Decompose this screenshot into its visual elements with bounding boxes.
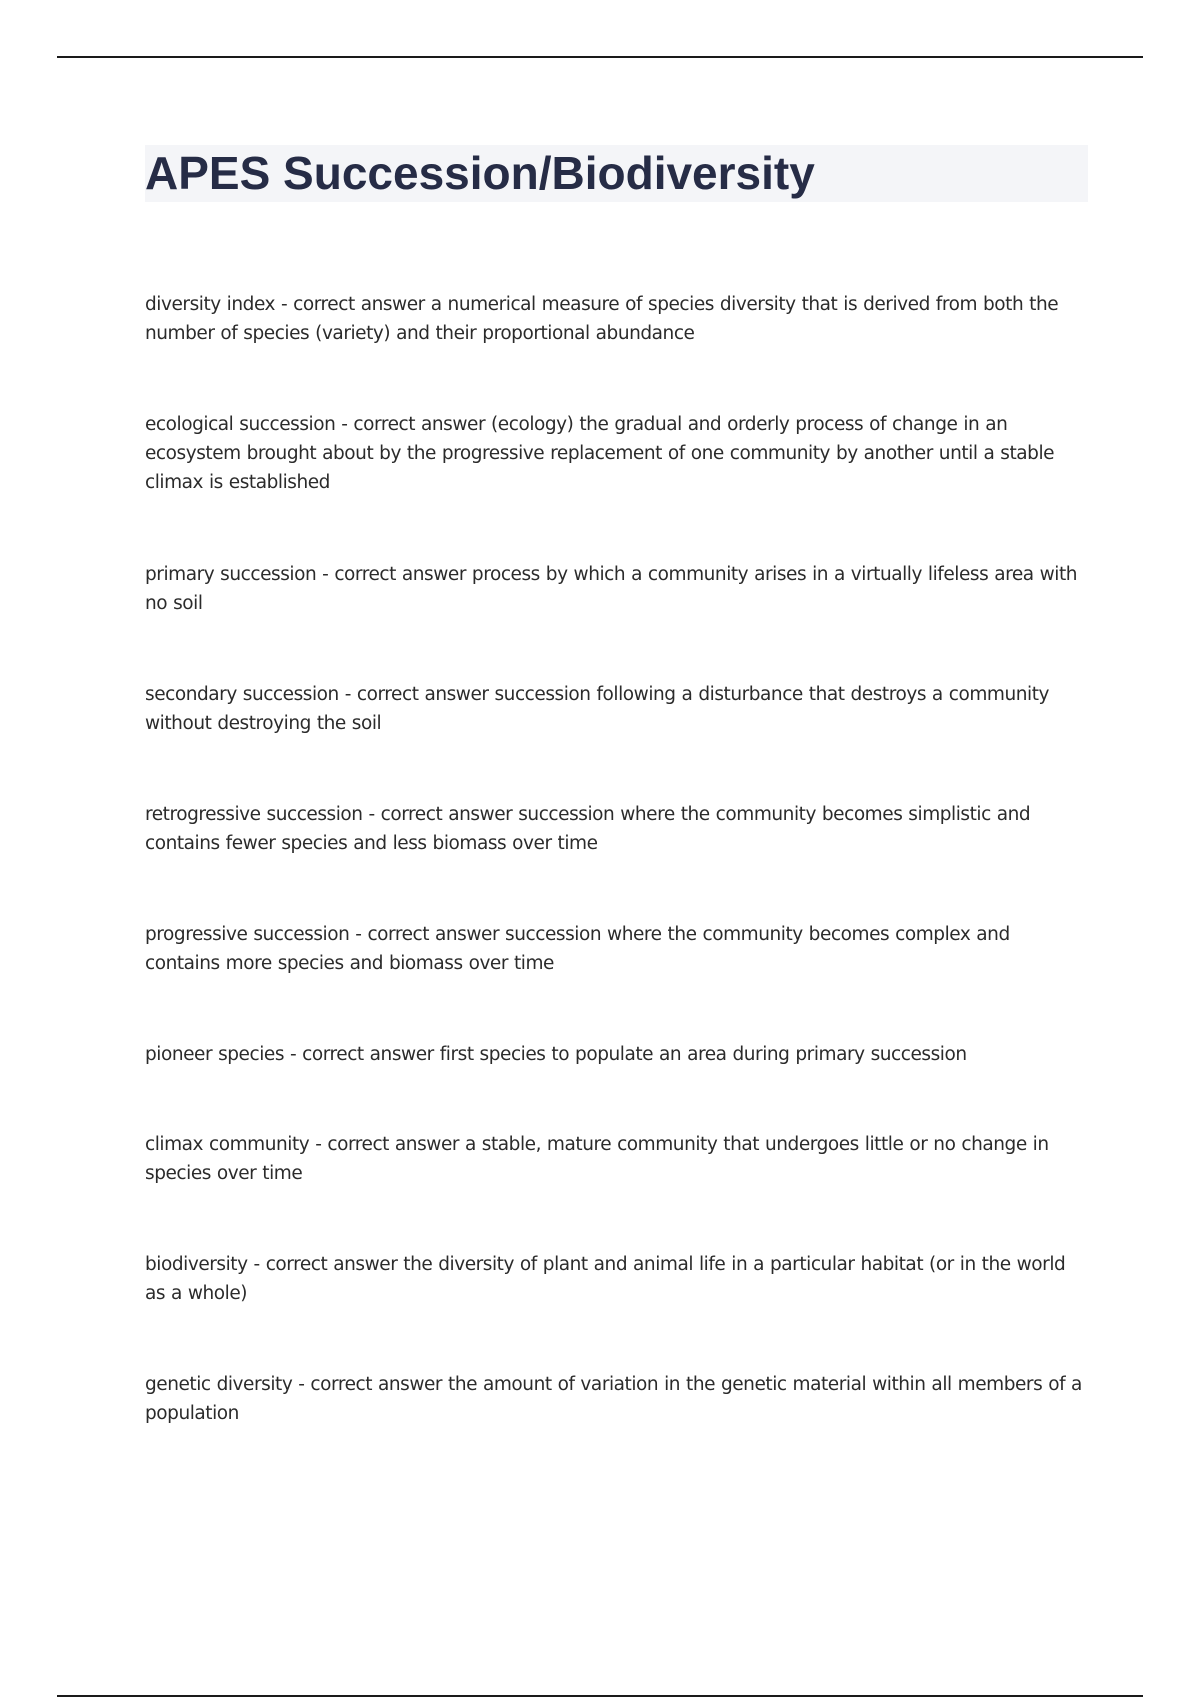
bottom-rule [57, 1695, 1143, 1697]
top-rule [57, 56, 1143, 58]
entry-ecological-succession: ecological succession - correct answer (ecology) the gradual and orderly process of change in an ecosystem brought about by the progressive replacement of one community by another until a stable climax is established [145, 414, 1055, 493]
entry-secondary-succession: secondary succession - correct answer succession following a disturbance that destroys a community without destroying the soil [145, 684, 1050, 734]
entry-retrogressive-succession: retrogressive succession - correct answer succession where the community becomes simplistic and contains fewer species and less biomass over time [145, 804, 1031, 854]
entry-primary-succession: primary succession - correct answer process by which a community arises in a virtually lifeless area with no soil [145, 564, 1078, 614]
entry-climax-community: climax community - correct answer a stable, mature community that undergoes little or no change in species over time [145, 1134, 1049, 1184]
entry-genetic-diversity: genetic diversity - correct answer the amount of variation in the genetic material within all members of a population [145, 1374, 1082, 1424]
entry-diversity-index: diversity index - correct answer a numerical measure of species diversity that is derived from both the number of species (variety) and their proportional abundance [145, 294, 1059, 344]
entry-biodiversity: biodiversity - correct answer the diversity of plant and animal life in a particular habitat (or in the world as a whole) [145, 1254, 1066, 1304]
entry-progressive-succession: progressive succession - correct answer succession where the community becomes complex and contains more species and biomass over time [145, 924, 1010, 974]
entry-pioneer-species: pioneer species - correct answer first species to populate an area during primary succession [145, 1044, 967, 1065]
page-title: APES Succession/Biodiversity [145, 147, 815, 199]
